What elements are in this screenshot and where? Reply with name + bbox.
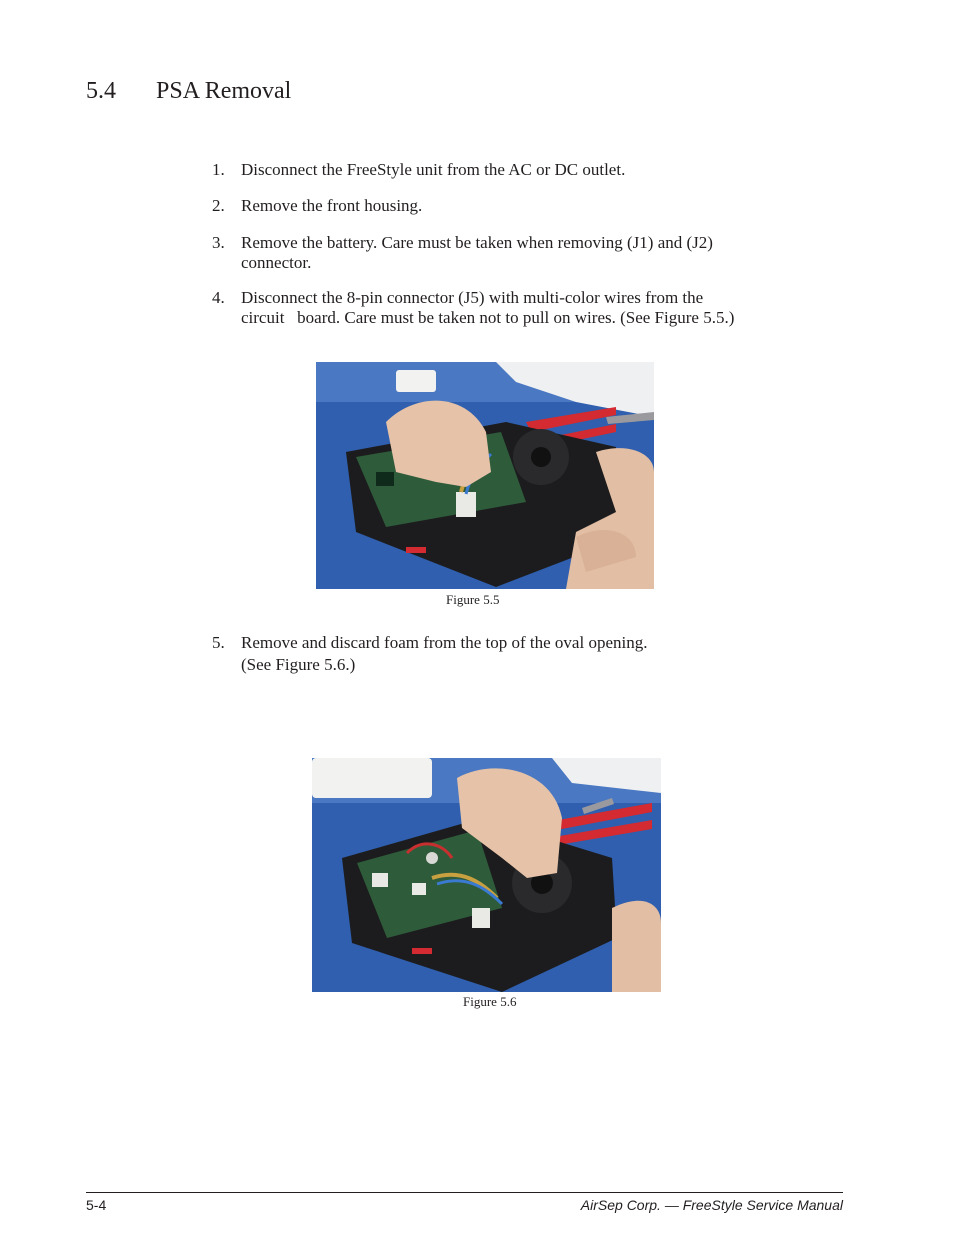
step-3 bbox=[212, 233, 812, 272]
publication-title: AirSep Corp. — FreeStyle Service Manual bbox=[580, 1197, 843, 1213]
step-number: 5. bbox=[212, 633, 225, 652]
figure-5-5-caption: Figure 5.5 bbox=[446, 592, 500, 607]
page-number: 5-4 bbox=[86, 1197, 107, 1213]
step-2 bbox=[212, 196, 812, 216]
step-number: 3. bbox=[212, 233, 225, 252]
step-number: 1. bbox=[212, 160, 225, 179]
section-title: PSA Removal bbox=[156, 78, 292, 104]
section-number: 5.4 bbox=[86, 78, 116, 104]
step-text: Disconnect the FreeStyle unit from the AC or DC outlet. bbox=[241, 160, 626, 179]
step-text: Remove the front housing. bbox=[241, 196, 423, 215]
figure-5-6-photo bbox=[312, 758, 661, 992]
step-text-continued: (See Figure 5.6.) bbox=[241, 654, 356, 674]
step-number: 2. bbox=[212, 196, 225, 215]
step-text: Remove the battery. Care must be taken when removing (J1) and (J2) bbox=[241, 233, 713, 252]
step-text: Remove and discard foam from the top of the oval opening. bbox=[241, 633, 648, 652]
step-4 bbox=[212, 288, 812, 327]
step-number: 4. bbox=[212, 288, 225, 307]
figure-5-5-photo bbox=[316, 362, 654, 589]
step-5 bbox=[212, 633, 812, 674]
footer-divider bbox=[86, 1192, 843, 1193]
step-text-continued: circuit board. Care must be taken not to pull on wires. (See Figure 5.5.) bbox=[241, 307, 735, 327]
step-text: Disconnect the 8-pin connector (J5) with multi-color wires from the bbox=[241, 288, 704, 307]
step-text-continued: connector. bbox=[241, 252, 312, 272]
step-1 bbox=[212, 160, 812, 180]
figure-5-6-caption: Figure 5.6 bbox=[463, 994, 517, 1009]
